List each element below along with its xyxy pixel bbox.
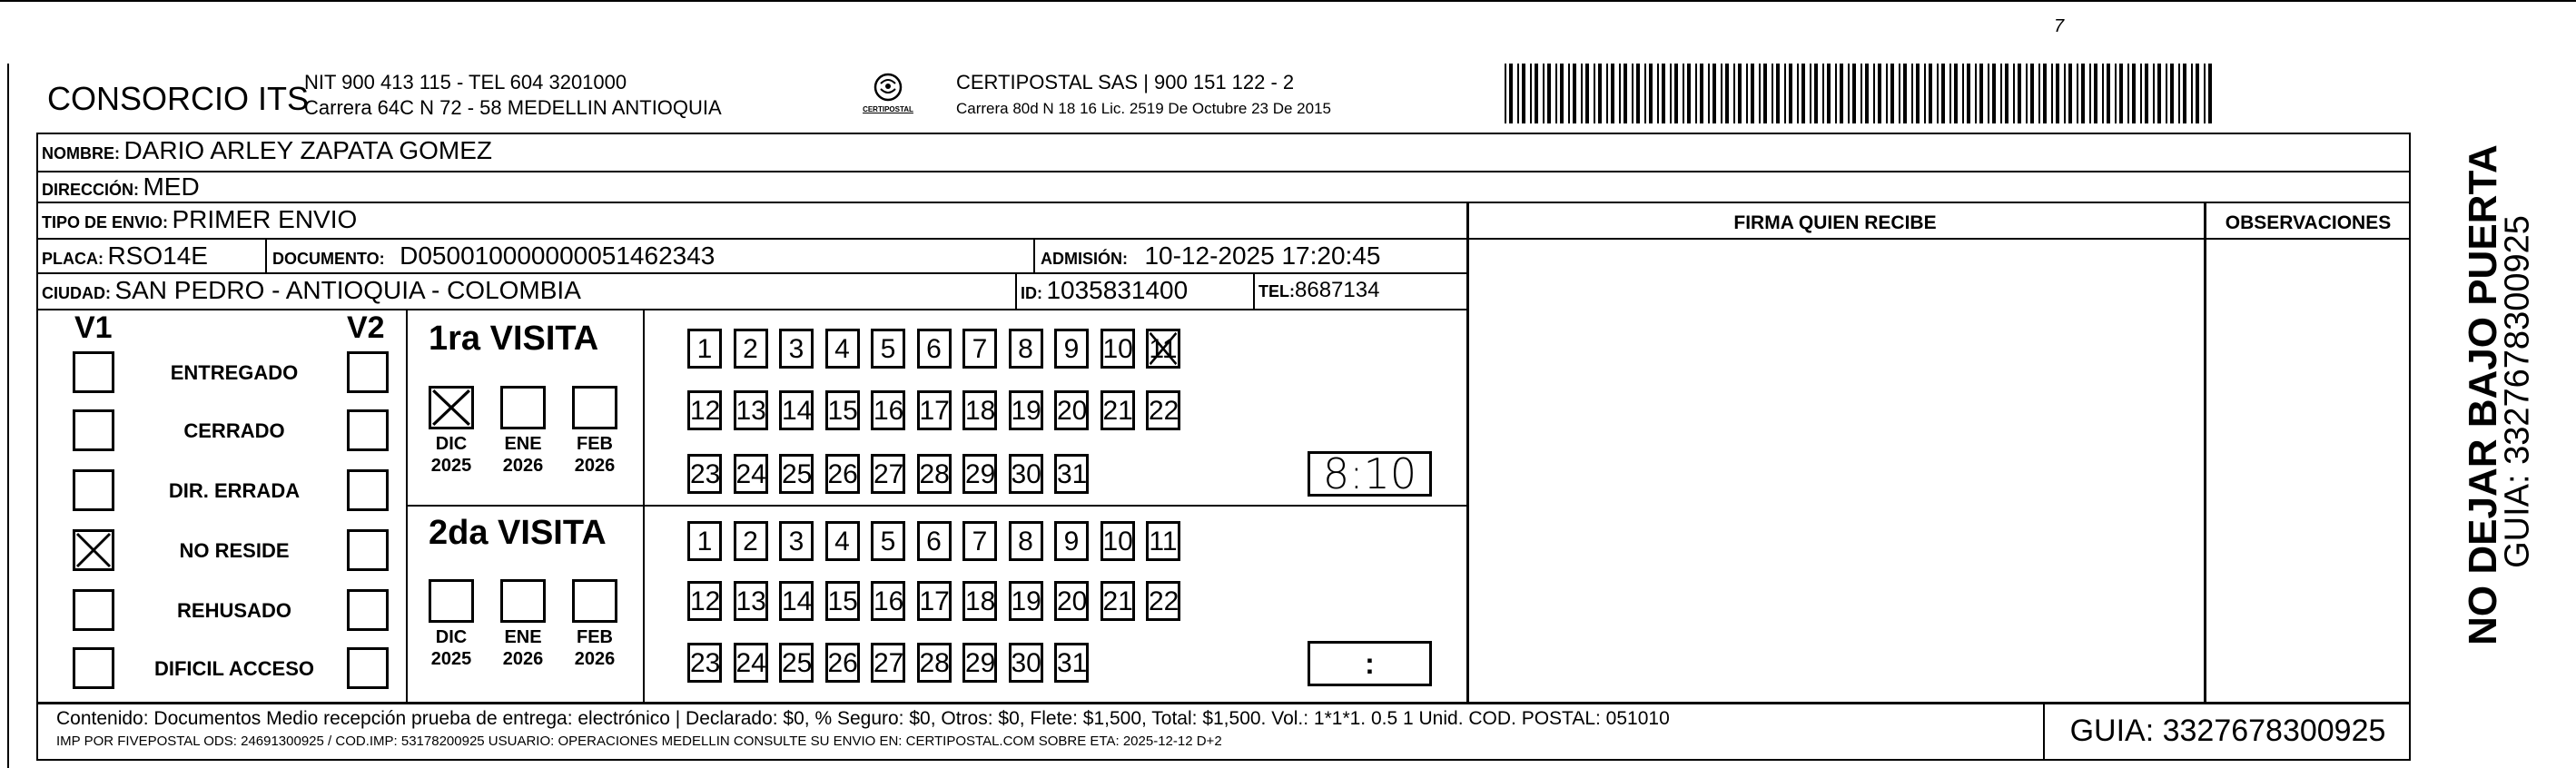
direccion-value: MED [143, 172, 200, 201]
day-box[interactable]: 27 [871, 643, 905, 683]
barcode-bar [1988, 64, 1989, 123]
barcode-bar [2000, 64, 2002, 123]
barcode-bar [1789, 64, 1792, 123]
barcode-bar [1535, 64, 1538, 123]
barcode-bar [2153, 64, 2155, 123]
company-name: CONSORCIO ITS [47, 80, 310, 117]
day-box[interactable]: 12 [687, 581, 722, 621]
day-box[interactable]: 31 [1054, 643, 1089, 683]
barcode-bar [1890, 64, 1894, 123]
v2-label: V2 [347, 310, 385, 345]
id-label: ID: [1021, 284, 1042, 302]
barcode-bar [1611, 64, 1614, 123]
barcode-bar [1797, 64, 1799, 123]
admision-field [1041, 241, 1380, 271]
barcode-bar [1683, 64, 1684, 123]
barcode-bar [2157, 64, 2161, 123]
day-box[interactable]: 2 [734, 521, 768, 561]
day-box[interactable]: 19 [1009, 581, 1043, 621]
day-box[interactable]: 17 [917, 581, 952, 621]
month-checkbox[interactable] [429, 386, 474, 429]
barcode-bar [1721, 64, 1722, 123]
barcode-bar [1708, 64, 1710, 123]
day-box[interactable]: 29 [962, 643, 997, 683]
day-box[interactable]: 4 [825, 329, 860, 369]
barcode-bar [1509, 64, 1513, 123]
day-number: 11 [1149, 334, 1178, 364]
barcode-bar [1763, 64, 1767, 123]
v1-checkbox[interactable] [73, 351, 114, 393]
day-box[interactable]: 2 [734, 329, 768, 369]
barcode-bar [1810, 64, 1811, 123]
col-line [1015, 272, 1017, 309]
month-label [496, 626, 550, 670]
day-box[interactable]: 7 [962, 329, 997, 369]
barcode-bar [1573, 64, 1576, 123]
barcode-bar [1632, 64, 1633, 123]
footer-imp: IMP POR FIVEPOSTAL ODS: 24691300925 / COD.IMP: 53178200925 USUARIO: OPERACIONES MEDELLIN CONSULTE SU ENVIO EN: CERTIPOSTAL.COM SOBRE ETA: 2025-12-12 D+2 [56, 734, 1222, 749]
barcode-bar [2204, 64, 2206, 123]
barcode-bar [1751, 64, 1754, 123]
v2-checkbox[interactable] [347, 647, 389, 689]
barcode-bar [1695, 64, 1697, 123]
status-option-label: DIR. ERRADA [168, 479, 301, 502]
row-line [36, 272, 1466, 274]
top-rule [0, 0, 2576, 2]
day-box[interactable]: 3 [779, 521, 814, 561]
barcode-bar [2018, 64, 2021, 123]
barcode-bar [1759, 64, 1761, 123]
tel-field [1258, 278, 1379, 303]
barcode-bar [1937, 64, 1939, 123]
status-option-label: REHUSADO [177, 599, 291, 622]
check-mark-icon [431, 389, 471, 427]
row-line [36, 171, 2411, 172]
admision-label: ADMISIÓN: [1041, 250, 1128, 268]
placa-field [42, 241, 208, 271]
day-box[interactable]: 24 [734, 643, 768, 683]
day-box[interactable]: 17 [917, 390, 952, 430]
barcode-bar [1543, 64, 1545, 123]
barcode-bar [1865, 64, 1869, 123]
barcode-bar [1979, 64, 1983, 123]
tipo-label: TIPO DE ENVIO: [42, 213, 169, 231]
footer-guia: GUIA: 3327678300925 [2069, 714, 2386, 748]
day-box[interactable]: 18 [962, 390, 997, 430]
barcode-bar [1585, 64, 1589, 123]
month-checkbox[interactable] [429, 579, 474, 623]
barcode-bar [1878, 64, 1881, 123]
barcode-bar [1530, 64, 1532, 123]
visit2-title: 2da VISITA [429, 514, 607, 552]
certipostal-line: CERTIPOSTAL SAS | 900 151 122 - 2 [956, 71, 1295, 94]
corner-mark: 7 [2054, 16, 2065, 36]
barcode-bar [1657, 64, 1659, 123]
day-box[interactable]: 15 [825, 390, 860, 430]
row-line [36, 238, 2411, 240]
status-option-label: ENTREGADO [170, 361, 299, 384]
day-box[interactable]: 22 [1146, 581, 1180, 621]
barcode-bar [1712, 64, 1716, 123]
firma-label: FIRMA QUIEN RECIBE [1733, 212, 1937, 233]
barcode-bar [2077, 64, 2078, 123]
barcode-bar [1873, 64, 1875, 123]
barcode-bar [2115, 64, 2117, 123]
barcode-bar [1644, 64, 1646, 123]
barcode-bar [1840, 64, 1843, 123]
barcode-bar [2170, 64, 2174, 123]
col-line [1253, 272, 1255, 309]
tipo-value: PRIMER ENVIO [172, 205, 358, 233]
documento-field [272, 241, 715, 271]
certipostal-logo-text: CERTIPOSTAL [863, 105, 913, 113]
visit2-time: : [1365, 647, 1375, 680]
company-address: Carrera 64C N 72 - 58 MEDELLIN ANTIOQUIA [304, 96, 722, 119]
placa-label: PLACA: [42, 250, 104, 268]
day-box[interactable]: 14 [779, 390, 814, 430]
day-box[interactable]: 7 [962, 521, 997, 561]
barcode-bar [1555, 64, 1557, 123]
barcode-bar [2089, 64, 2091, 123]
day-box[interactable]: 3 [779, 329, 814, 369]
barcode-bar [2183, 64, 2186, 123]
id-value: 1035831400 [1046, 276, 1189, 304]
nombre-label: NOMBRE: [42, 144, 120, 162]
barcode-bar [1547, 64, 1551, 123]
day-box[interactable]: 31 [1054, 454, 1089, 494]
barcode-bar [1687, 64, 1691, 123]
side-guia: GUIA: 3327678300925 [2498, 215, 2537, 568]
barcode-bar [1733, 64, 1735, 123]
barcode-bar [1899, 64, 1900, 123]
v2-checkbox[interactable] [347, 529, 389, 571]
v1-checkbox[interactable] [73, 469, 114, 511]
day-box[interactable]: 24 [734, 454, 768, 494]
day-box[interactable]: 23 [687, 454, 722, 494]
barcode-bar [2140, 64, 2142, 123]
barcode-bar [1505, 64, 1506, 123]
day-box[interactable]: 10 [1100, 521, 1135, 561]
barcode-bar [1662, 64, 1665, 123]
v2-checkbox[interactable] [347, 409, 389, 451]
month-label [424, 626, 479, 670]
placa-value: RSO14E [107, 241, 208, 270]
barcode-bar [1674, 64, 1678, 123]
month-name: ENE [504, 627, 542, 647]
day-box[interactable]: 20 [1054, 390, 1089, 430]
documento-value: D050010000000051462343 [400, 241, 716, 270]
barcode-bar [1568, 64, 1570, 123]
barcode-bar [1606, 64, 1608, 123]
check-mark-icon [75, 532, 112, 568]
barcode-bar [1619, 64, 1621, 123]
barcode-bar [1700, 64, 1703, 123]
status-option-label: CERRADO [183, 419, 285, 442]
barcode-bar [1827, 64, 1831, 123]
documento-label: DOCUMENTO: [272, 250, 385, 268]
ciudad-field [42, 276, 581, 305]
day-box[interactable]: 9 [1054, 521, 1089, 561]
row-line [36, 702, 2411, 704]
tipo-field [42, 205, 357, 234]
barcode-bar [2119, 64, 2123, 123]
day-box[interactable]: 6 [917, 329, 952, 369]
day-box[interactable]: 30 [1009, 454, 1043, 494]
barcode-bar [1992, 64, 1996, 123]
tel-label: TEL: [1258, 282, 1295, 300]
barcode-bar [1916, 64, 1920, 123]
status-option-label: DIFICIL ACCESO [153, 657, 314, 680]
day-box[interactable]: 5 [871, 521, 905, 561]
month-label [496, 433, 550, 477]
barcode-bar [2166, 64, 2167, 123]
direccion-field [42, 172, 200, 202]
day-box[interactable]: 13 [734, 390, 768, 430]
col-line [1033, 238, 1035, 272]
side-text [2415, 145, 2570, 690]
ciudad-label: CIUDAD: [42, 284, 111, 302]
month-checkbox[interactable] [572, 579, 617, 623]
month-year: 2025 [430, 649, 472, 669]
day-box[interactable]: 21 [1100, 581, 1135, 621]
col-line [265, 238, 267, 272]
certipostal-logo-icon [861, 71, 915, 122]
barcode-bar [1624, 64, 1627, 123]
company-nit: NIT 900 413 115 - TEL 604 3201000 [304, 71, 627, 94]
day-box[interactable]: 25 [779, 454, 814, 494]
month-label [568, 626, 622, 670]
barcode-bar [2051, 64, 2053, 123]
day-box[interactable]: 22 [1146, 390, 1180, 430]
visit1-time-box[interactable] [1308, 451, 1432, 497]
day-box[interactable]: 1 [687, 521, 722, 561]
day-box[interactable]: 10 [1100, 329, 1135, 369]
observaciones-label: OBSERVACIONES [2225, 212, 2392, 233]
day-box[interactable]: 26 [825, 643, 860, 683]
day-box[interactable]: 18 [962, 581, 997, 621]
month-year: 2026 [574, 649, 616, 669]
firma-column-line [1466, 202, 1469, 703]
barcode-bar [2191, 64, 2193, 123]
barcode-bar [2064, 64, 2066, 123]
v2-checkbox[interactable] [347, 589, 389, 631]
barcode-bar [1860, 64, 1862, 123]
barcode-bar [1560, 64, 1564, 123]
day-box[interactable]: 14 [779, 581, 814, 621]
month-year: 2026 [502, 456, 544, 476]
day-box[interactable]: 8 [1009, 329, 1043, 369]
barcode-bar [2196, 64, 2199, 123]
barcode-bar [1941, 64, 1945, 123]
barcode-bar [1822, 64, 1824, 123]
admision-value: 10-12-2025 17:20:45 [1144, 241, 1381, 270]
visit-separator [406, 505, 1466, 507]
month-name: FEB [577, 434, 613, 454]
ciudad-value: SAN PEDRO - ANTIOQUIA - COLOMBIA [114, 276, 581, 304]
day-box[interactable]: 4 [825, 521, 860, 561]
barcode-bar [1903, 64, 1907, 123]
barcode-bar [1911, 64, 1913, 123]
month-name: ENE [504, 434, 542, 454]
left-rule [7, 64, 9, 768]
barcode-bar [1738, 64, 1742, 123]
day-box[interactable]: 11 [1146, 521, 1180, 561]
day-box[interactable]: 12 [687, 390, 722, 430]
month-year: 2026 [574, 456, 616, 476]
barcode-bar [1772, 64, 1773, 123]
barcode-bar [1975, 64, 1977, 123]
month-year: 2026 [502, 649, 544, 669]
nombre-value: DARIO ARLEY ZAPATA GOMEZ [123, 136, 493, 164]
barcode-bar [2030, 64, 2034, 123]
side-warning: NO DEJAR BAJO PUERTA [2461, 144, 2505, 645]
barcode-bar [2127, 64, 2129, 123]
day-box[interactable]: 26 [825, 454, 860, 494]
barcode-bar [1835, 64, 1837, 123]
day-box[interactable]: 5 [871, 329, 905, 369]
month-label [424, 433, 479, 477]
month-name: DIC [435, 434, 468, 454]
barcode-bar [2094, 64, 2097, 123]
day-box[interactable]: 16 [871, 581, 905, 621]
barcode-bar [2068, 64, 2072, 123]
day-box[interactable]: 16 [871, 390, 905, 430]
nombre-field [42, 136, 492, 165]
day-box[interactable]: 1 [687, 329, 722, 369]
barcode-bar [1848, 64, 1850, 123]
day-box[interactable]: 30 [1009, 643, 1043, 683]
day-box[interactable]: 9 [1054, 329, 1089, 369]
day-box[interactable]: 15 [825, 581, 860, 621]
barcode-bar [2043, 64, 2047, 123]
v1-checkbox[interactable] [73, 529, 114, 571]
barcode-bar [1784, 64, 1786, 123]
barcode-bar [1924, 64, 1926, 123]
month-label [568, 433, 622, 477]
barcode-bar [2132, 64, 2136, 123]
day-box[interactable]: 6 [917, 521, 952, 561]
certipostal-address: Carrera 80d N 18 16 Lic. 2519 De Octubre 23 De 2015 [956, 100, 1331, 117]
row-line [36, 202, 2411, 203]
barcode-bar [1522, 64, 1525, 123]
day-box[interactable]: 28 [917, 454, 952, 494]
day-box[interactable]: 19 [1009, 390, 1043, 430]
barcode-bar [2005, 64, 2008, 123]
barcode-bar [2038, 64, 2040, 123]
month-checkbox[interactable] [500, 386, 546, 429]
certipostal-logo [861, 71, 915, 122]
month-name: DIC [435, 627, 468, 647]
barcode-bar [1581, 64, 1583, 123]
barcode-bar [2107, 64, 2110, 123]
month-checkbox[interactable] [500, 579, 546, 623]
day-box[interactable]: 27 [871, 454, 905, 494]
barcode-bar [1954, 64, 1958, 123]
barcode-bar [1776, 64, 1780, 123]
id-field [1021, 276, 1188, 305]
day-box[interactable]: 25 [779, 643, 814, 683]
barcode-bar [1649, 64, 1653, 123]
barcode-bar [1636, 64, 1640, 123]
v1-checkbox[interactable] [73, 589, 114, 631]
barcode-bar [2208, 64, 2212, 123]
barcode [1505, 64, 2222, 123]
row-line [36, 309, 1466, 310]
obs-column-line [2204, 202, 2206, 703]
day-box[interactable]: 23 [687, 643, 722, 683]
v1-label: V1 [74, 310, 113, 345]
barcode-bar [2102, 64, 2104, 123]
tel-value: 8687134 [1295, 278, 1380, 302]
status-option-label: NO RESIDE [179, 539, 290, 562]
day-box[interactable]: 13 [734, 581, 768, 621]
barcode-bar [1949, 64, 1951, 123]
barcode-bar [1967, 64, 1970, 123]
day-box[interactable]: 28 [917, 643, 952, 683]
barcode-bar [1852, 64, 1856, 123]
barcode-bar [2056, 64, 2059, 123]
day-box[interactable]: 21 [1100, 390, 1135, 430]
barcode-bar [1598, 64, 1602, 123]
direccion-label: DIRECCIÓN: [42, 181, 139, 199]
barcode-bar [2081, 64, 2085, 123]
barcode-bar [2145, 64, 2148, 123]
barcode-bar [1746, 64, 1748, 123]
v1-checkbox[interactable] [73, 409, 114, 451]
barcode-bar [1814, 64, 1818, 123]
barcode-bar [1962, 64, 1964, 123]
barcode-bar [2013, 64, 2015, 123]
barcode-bar [1725, 64, 1729, 123]
month-year: 2025 [430, 456, 472, 476]
visit1-title: 1ra VISITA [429, 320, 599, 358]
day-box[interactable]: 8 [1009, 521, 1043, 561]
month-name: FEB [577, 627, 613, 647]
barcode-bar [1929, 64, 1932, 123]
barcode-bar [1801, 64, 1805, 123]
barcode-bar [1886, 64, 1888, 123]
footer-contenido: Contenido: Documentos Medio recepción prueba de entrega: electrónico | Declarado: $0, % Seguro: $0, Otros: $0, Flete: $1,500, Total: $1,500. Vol.: 1*1*1. 0.5 1 Unid. COD. POSTAL: 051010 [56, 708, 1670, 729]
barcode-bar [2178, 64, 2180, 123]
day-box[interactable]: 29 [962, 454, 997, 494]
day-box[interactable] [1146, 329, 1180, 369]
barcode-bar [1670, 64, 1672, 123]
month-checkbox[interactable] [572, 386, 617, 429]
barcode-bar [1517, 64, 1519, 123]
barcode-bar [1594, 64, 1595, 123]
barcode-bar [2026, 64, 2028, 123]
v2-checkbox[interactable] [347, 351, 389, 393]
visit2-time-box[interactable] [1308, 641, 1432, 686]
visit1-time: 8:10 [1322, 449, 1417, 498]
day-box[interactable]: 20 [1054, 581, 1089, 621]
v1-checkbox[interactable] [73, 647, 114, 689]
v2-checkbox[interactable] [347, 469, 389, 511]
